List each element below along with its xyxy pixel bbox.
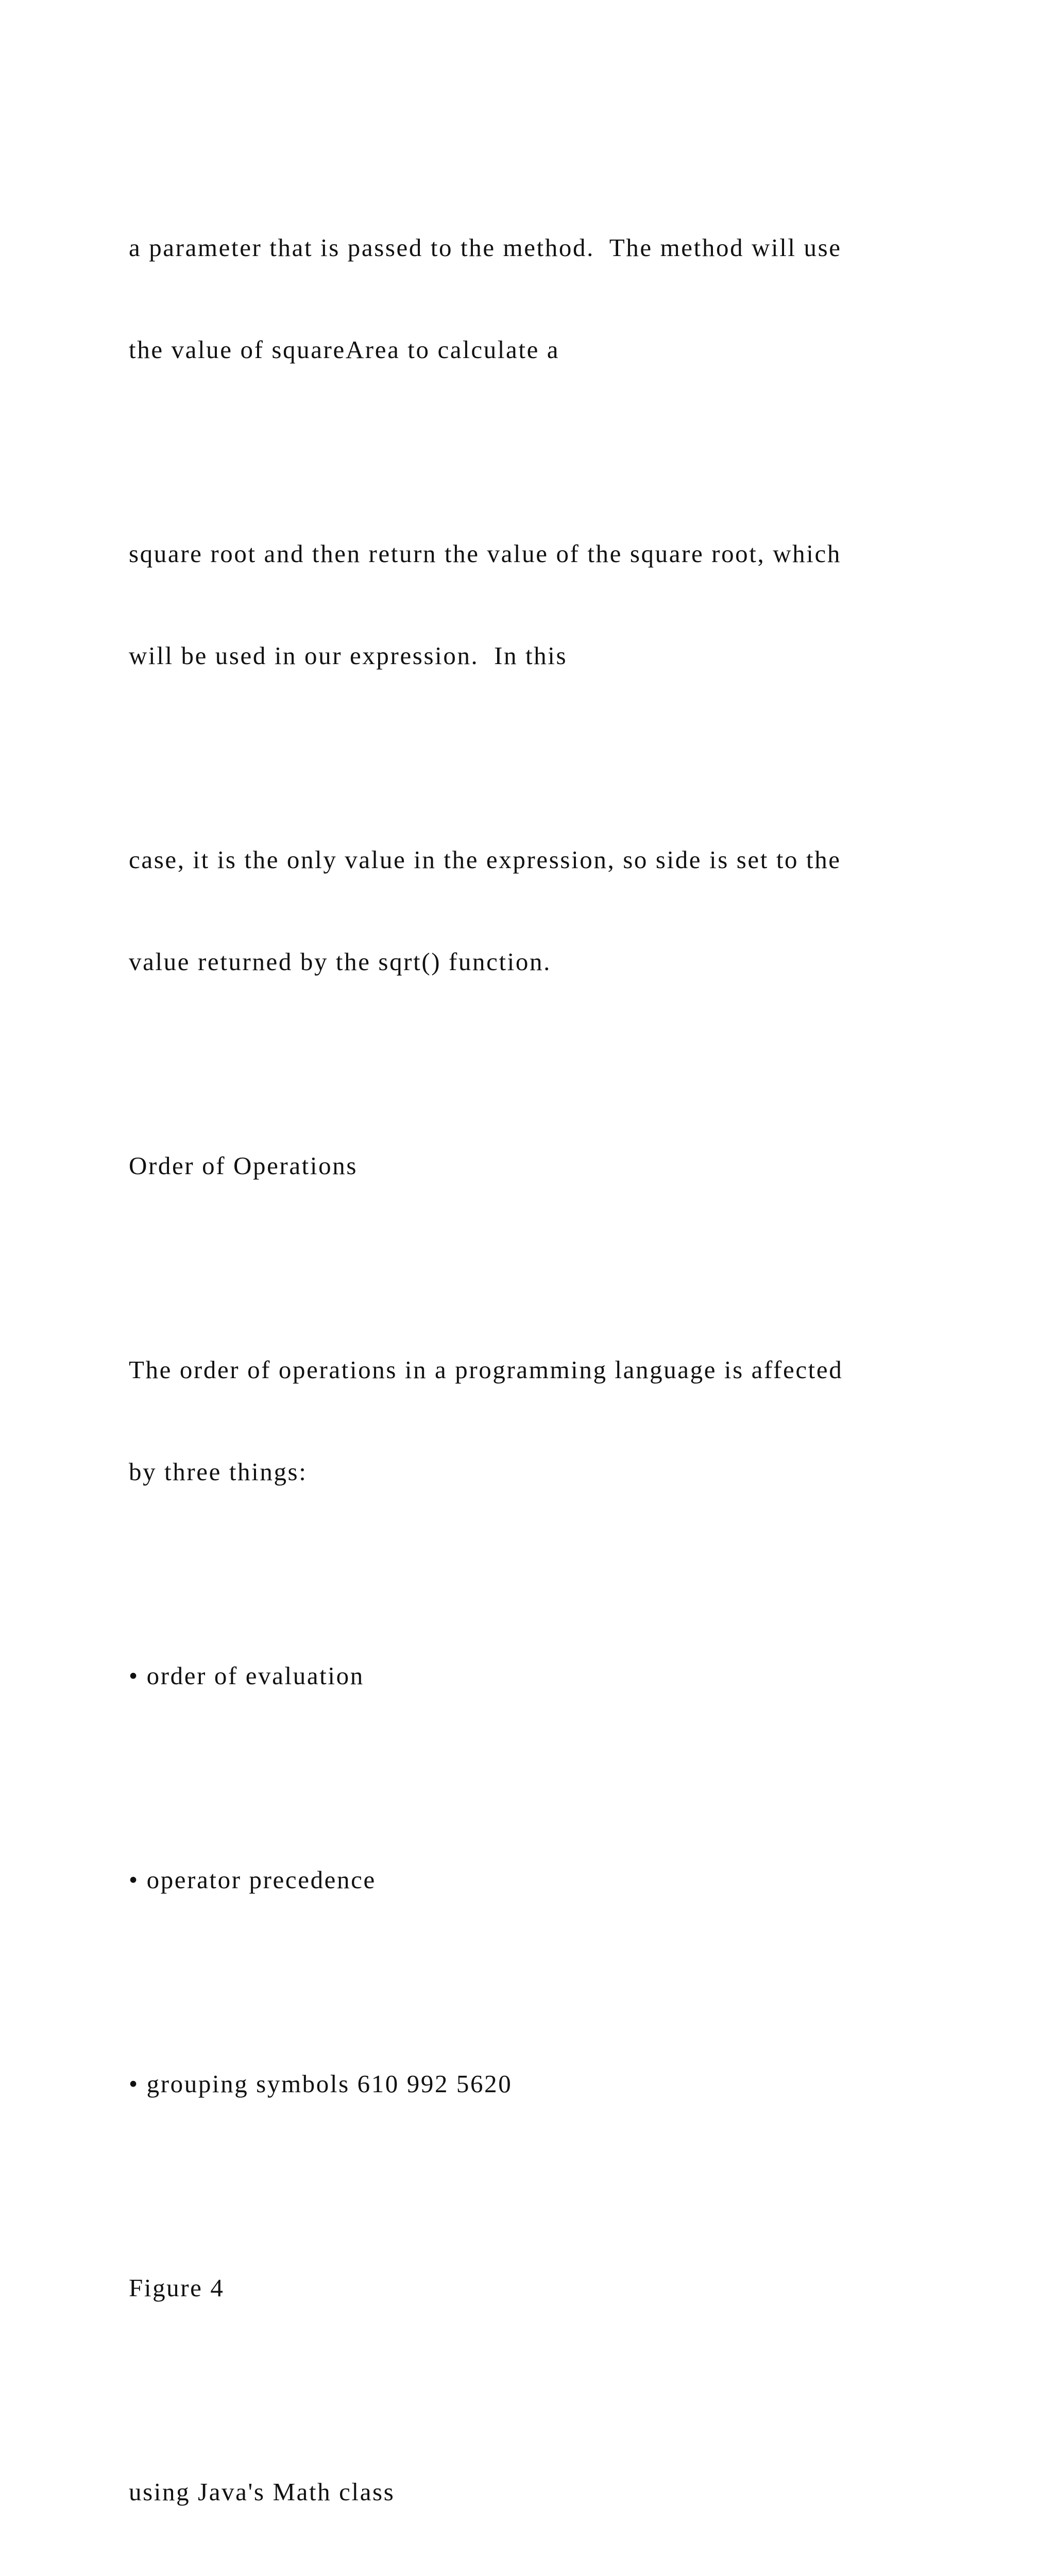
- text-line: the value of squareArea to calculate a: [129, 335, 560, 364]
- text-line: using Java's Math class: [129, 2478, 395, 2506]
- text-line: will be used in our expression. In this: [129, 641, 568, 670]
- text-line: Figure 4: [129, 2274, 225, 2302]
- text-line: case, it is the only value in the expression, so side is set to the: [129, 845, 841, 874]
- text-line: • grouping symbols 610 992 5620: [129, 2070, 513, 2098]
- text-line: The order of operations in a programming language is affected: [129, 1355, 843, 1384]
- document-page: [129, 163, 943, 2576]
- figure-caption: [129, 2407, 943, 2576]
- text-line: • order of evaluation: [129, 1662, 364, 1690]
- text-line: • operator precedence: [129, 1866, 376, 1894]
- text-line: a parameter that is passed to the method. The method will use: [129, 233, 842, 262]
- paragraph-square-root: [129, 469, 943, 741]
- text-line: value returned by the sqrt() function.: [129, 947, 551, 976]
- bullet-operator-precedence: [129, 1795, 943, 1965]
- bullet-grouping-symbols: [129, 1999, 943, 2169]
- section-heading: [129, 1081, 943, 1251]
- figure-label: [129, 2203, 943, 2373]
- text-line: by three things:: [129, 1458, 308, 1486]
- text-line: square root and then return the value of the square root, which: [129, 539, 841, 568]
- paragraph-order-intro: [129, 1285, 943, 1557]
- paragraph-parameter: [129, 163, 943, 435]
- bullet-order-of-evaluation: [129, 1591, 943, 1761]
- text-line: Order of Operations: [129, 1151, 358, 1180]
- paragraph-sqrt-value: [129, 775, 943, 1047]
